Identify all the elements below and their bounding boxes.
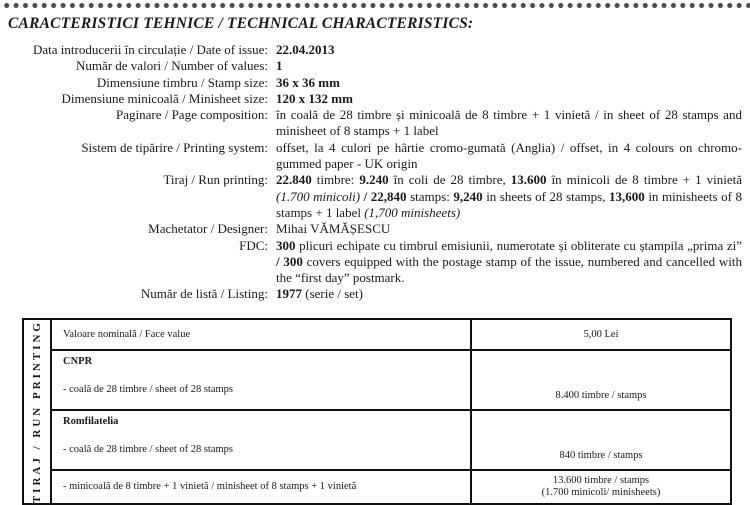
romfilatelia-header: Romfilatelia — [63, 416, 119, 428]
page-title: CARACTERISTICI TEHNICE / TECHNICAL CHARACTERISTICS: — [8, 15, 474, 32]
characteristic-label: FDC: — [239, 237, 268, 253]
cnpr-item: - coală de 28 timbre / sheet of 28 stamps — [63, 384, 233, 396]
romfilatelia-item: - coală de 28 timbre / sheet of 28 stamps — [63, 444, 233, 456]
characteristic-value: 1 — [276, 58, 283, 74]
table-row-romfilatelia — [23, 410, 731, 470]
characteristic-row-number-of-values — [8, 58, 742, 74]
face-value-amount: 5,00 Lei — [471, 319, 731, 351]
characteristic-row-listing — [8, 286, 742, 302]
characteristics-list — [0, 42, 750, 303]
table-row-face-value — [23, 319, 731, 351]
print-run-table — [22, 318, 732, 505]
characteristic-value: 120 x 132 mm — [276, 90, 353, 106]
characteristic-value: 22.840 timbre: 9.240 în coli de 28 timbre, 13.600 în minicoli de 8 timbre + 1 vinietă (1.700 minicoli) / 22,840 stamps: 9,240 in sheets of 28 stamps, 13,600 in minisheets of 8 stamps + 1 label (1,700 minisheets) — [276, 172, 743, 220]
characteristic-row-minisheet-size — [8, 91, 742, 107]
table-side-strip — [23, 319, 51, 504]
characteristic-row-page-composition — [8, 107, 742, 140]
side-strip-label: TIRAJ / RUN PRINTING — [30, 319, 43, 503]
characteristic-value: 22.04.2013 — [276, 42, 335, 57]
characteristic-row-stamp-size — [8, 75, 742, 91]
cnpr-header: CNPR — [63, 356, 93, 368]
minisheet-value-line2: (1.700 minicoli/ minisheets) — [541, 486, 661, 498]
characteristic-value: 300 plicuri echipate cu timbrul emisiunii, numerotate și obliterate cu ștampila „prima zi” / 300 covers equipped with the postage stamp of the issue, numbered and cancelled with the “first day” postmark. — [276, 237, 742, 286]
characteristic-row-designer — [8, 221, 742, 237]
characteristic-value: offset, la 4 culori pe hârtie cromo-gumată (Anglia) / offset, in 4 colours on chromo-gummed paper - UK origin — [276, 139, 742, 172]
characteristic-label: Dimensiune minicoală / Minisheet size: — [61, 90, 268, 106]
characteristic-label: Paginare / Page composition: — [115, 107, 268, 123]
cnpr-value: 8.400 timbre / stamps — [471, 350, 731, 410]
minisheet-item: - minicoală de 8 timbre + 1 vinietă / minisheet of 8 stamps + 1 vinietă — [51, 470, 471, 504]
characteristic-label: Data introducerii în circulație / Date of issue: — [33, 42, 268, 57]
romfilatelia-value: 840 timbre / stamps — [471, 410, 731, 470]
characteristic-value: 1977 (serie / set) — [276, 286, 364, 302]
romfilatelia-description-cell — [51, 410, 471, 470]
characteristic-label: Tiraj / Run printing: — [163, 172, 268, 188]
characteristic-label: Dimensiune timbru / Stamp size: — [96, 74, 268, 90]
characteristic-label: Număr de valori / Number of values: — [75, 58, 268, 74]
characteristic-label: Sistem de tipărire / Printing system: — [81, 139, 268, 155]
face-value-label: Valoare nominală / Face value — [51, 319, 471, 351]
characteristic-value: 36 x 36 mm — [276, 74, 340, 90]
characteristic-value: în coală de 28 timbre și minicoală de 8 timbre + 1 vinietă / in sheet of 28 stamps and minisheet of 8 stamps + 1 label — [276, 107, 742, 139]
cnpr-description-cell — [51, 350, 471, 410]
characteristic-row-date-of-issue — [8, 42, 742, 58]
minisheet-value — [471, 470, 731, 504]
characteristic-row-fdc — [8, 238, 742, 287]
characteristic-label: Număr de listă / Listing: — [140, 286, 268, 302]
table-row-minisheet — [23, 470, 731, 504]
characteristic-label: Machetator / Designer: — [148, 221, 268, 237]
minisheet-value-line1: 13.600 timbre / stamps — [552, 475, 650, 487]
characteristic-value: Mihai VĂMĂȘESCU — [276, 221, 391, 237]
characteristic-row-run-printing — [8, 172, 742, 221]
characteristic-row-printing-system — [8, 140, 742, 173]
table-row-cnpr — [23, 350, 731, 410]
dotted-border — [0, 2, 750, 9]
